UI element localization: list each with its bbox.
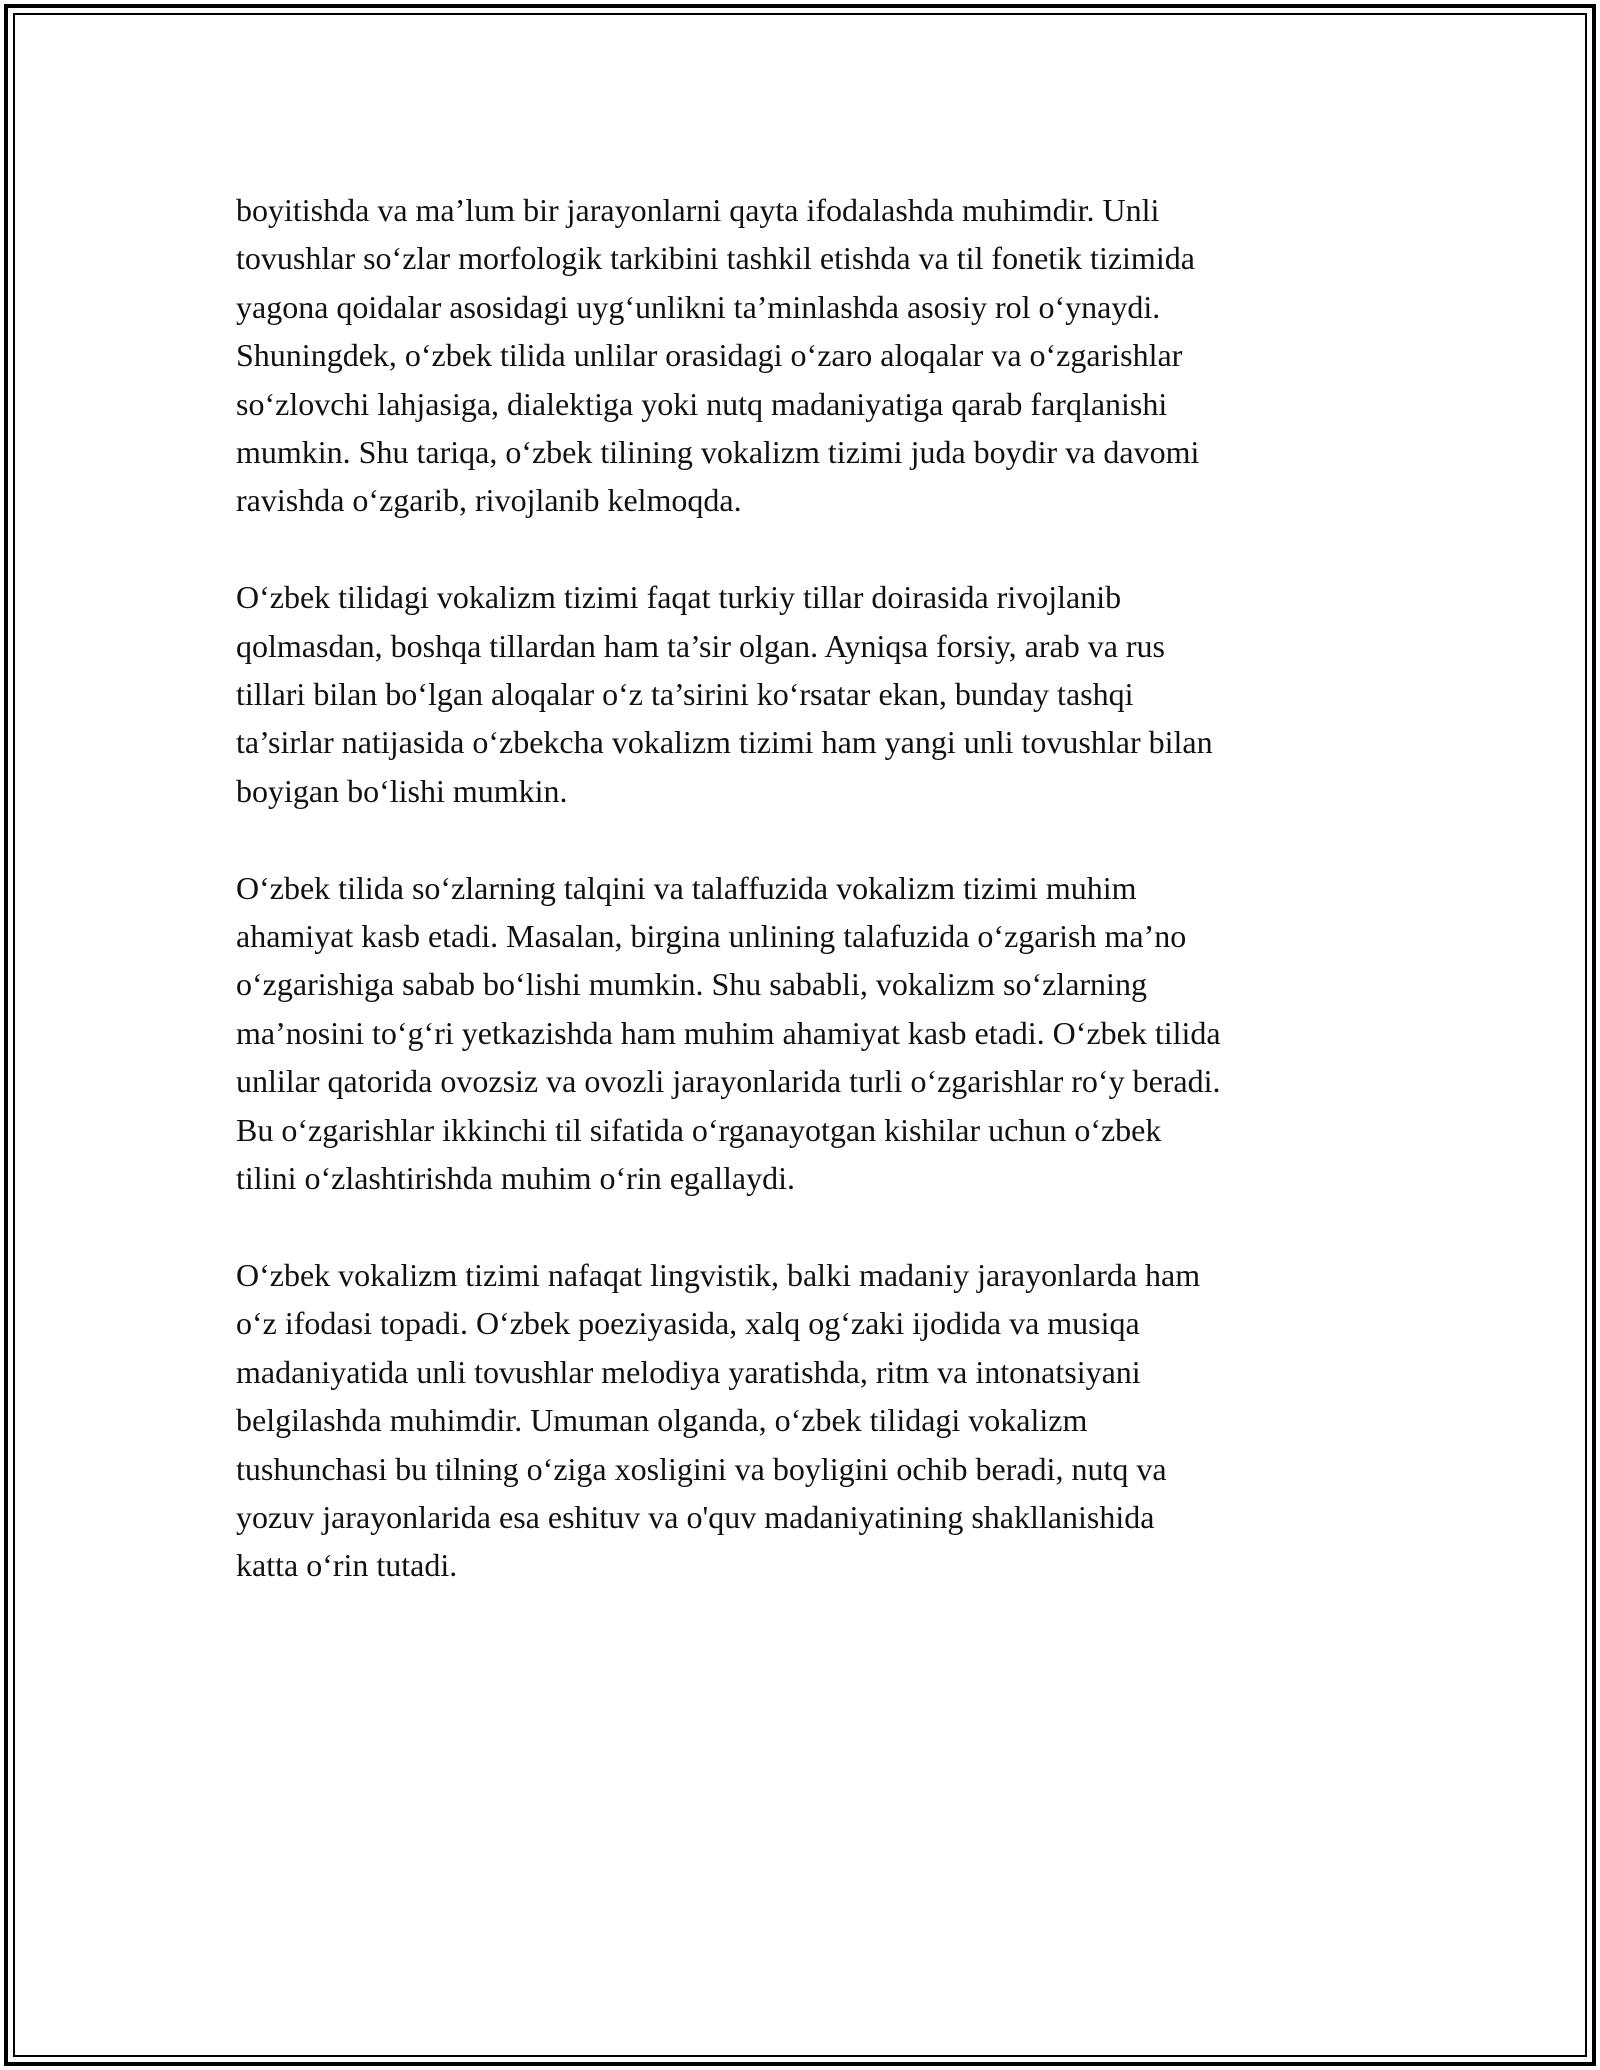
text-line: ravishda o‘zgarib, rivojlanib kelmoqda. [236, 482, 742, 519]
document-body [236, 186, 1386, 1638]
text-line: boyigan bo‘lishi mumkin. [236, 772, 568, 809]
text-line: tushunchasi bu tilning o‘ziga xosligini va boyligini ochib beradi, nutq va [236, 1450, 1167, 1487]
text-line: o‘zgarishiga sabab bo‘lishi mumkin. Shu sababli, vokalizm so‘zlarning [236, 966, 1147, 1003]
text-line: Shuningdek, o‘zbek tilida unlilar orasidagi o‘zaro aloqalar va o‘zgarishlar [236, 337, 1183, 374]
paragraph-4 [236, 1251, 1386, 1590]
text-line: O‘zbek vokalizm tizimi nafaqat lingvistik, balki madaniy jarayonlarda ham [236, 1256, 1201, 1293]
paragraph-3 [236, 864, 1386, 1203]
text-line: unlilar qatorida ovozsiz va ovozli jarayonlarida turli o‘zgarishlar ro‘y beradi. [236, 1063, 1221, 1100]
text-line: qolmasdan, boshqa tillardan ham ta’sir olgan. Ayniqsa forsiy, arab va rus [236, 627, 1165, 664]
text-line: ma’nosini to‘g‘ri yetkazishda ham muhim ahamiyat kasb etadi. O‘zbek tilida [236, 1014, 1221, 1051]
text-line: belgilashda muhimdir. Umuman olganda, o‘zbek tilidagi vokalizm [236, 1402, 1088, 1439]
text-line: yozuv jarayonlarida esa eshituv va o'quv madaniyatining shakllanishida [236, 1498, 1155, 1535]
text-line: tillari bilan bo‘lgan aloqalar o‘z ta’sirini ko‘rsatar ekan, bunday tashqi [236, 676, 1134, 713]
text-line: katta o‘rin tutadi. [236, 1547, 458, 1584]
text-line: tovushlar so‘zlar morfologik tarkibini tashkil etishda va til fonetik tizimida [236, 240, 1195, 277]
text-line: o‘z ifodasi topadi. O‘zbek poeziyasida, xalq og‘zaki ijodida va musiqa [236, 1305, 1140, 1342]
text-line: Bu o‘zgarishlar ikkinchi til sifatida o‘rganayotgan kishilar uchun o‘zbek [236, 1111, 1162, 1148]
text-line: ta’sirlar natijasida o‘zbekcha vokalizm tizimi ham yangi unli tovushlar bilan [236, 724, 1213, 761]
text-line: so‘zlovchi lahjasiga, dialektiga yoki nutq madaniyatiga qarab farqlanishi [236, 385, 1168, 422]
text-line: mumkin. Shu tariqa, o‘zbek tilining vokalizm tizimi juda boydir va davomi [236, 434, 1200, 471]
text-line: boyitishda va ma’lum bir jarayonlarni qayta ifodalashda muhimdir. Unli [236, 192, 1160, 228]
text-line: O‘zbek tilidagi vokalizm tizimi faqat turkiy tillar doirasida rivojlanib [236, 579, 1122, 616]
text-line: yagona qoidalar asosidagi uyg‘unlikni ta’minlashda asosiy rol o‘ynaydi. [236, 288, 1161, 325]
text-line: tilini o‘zlashtirishda muhim o‘rin egallaydi. [236, 1160, 795, 1197]
paragraph-2 [236, 573, 1386, 815]
text-line: O‘zbek tilida so‘zlarning talqini va talaffuzida vokalizm tizimi muhim [236, 869, 1137, 906]
text-line: madaniyatida unli tovushlar melodiya yaratishda, ritm va intonatsiyani [236, 1353, 1141, 1390]
paragraph-1 [236, 186, 1386, 525]
text-line: ahamiyat kasb etadi. Masalan, birgina unlining talafuzida o‘zgarish ma’no [236, 918, 1187, 955]
